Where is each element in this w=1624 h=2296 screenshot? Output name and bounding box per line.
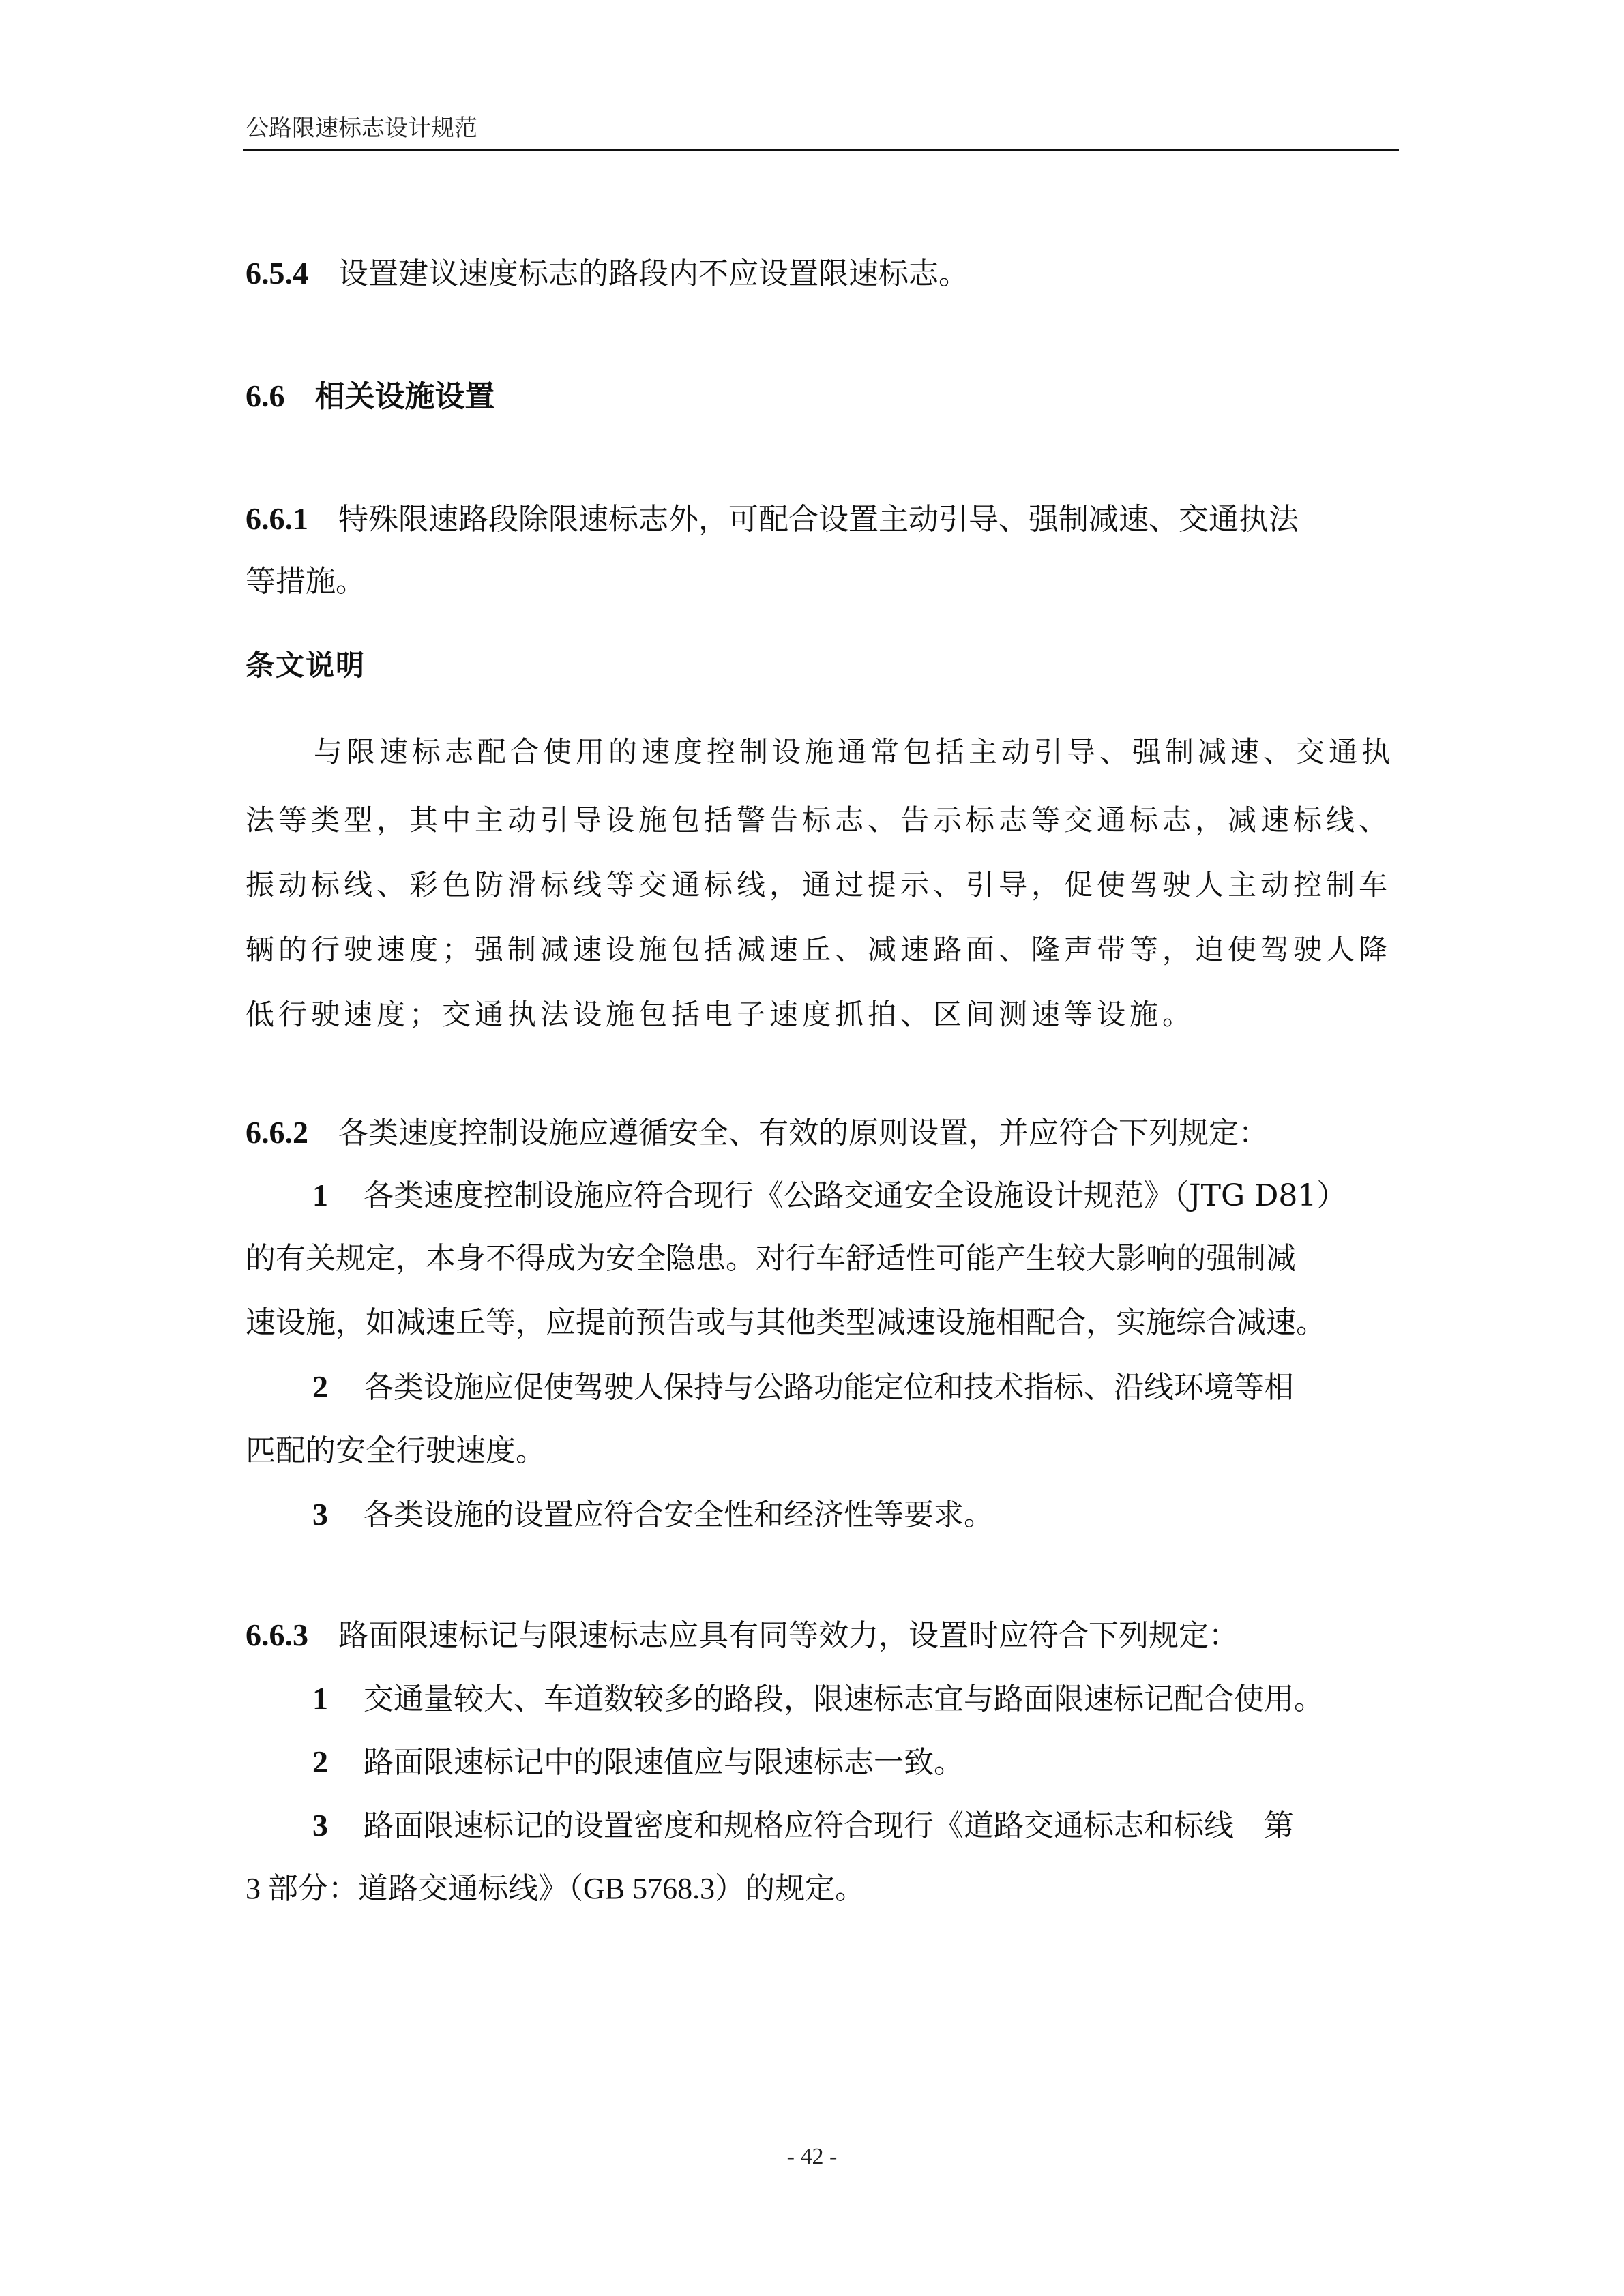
clause-text: 特殊限速路段除限速标志外，可配合设置主动引导、强制减速、交通执法 (338, 502, 1299, 537)
clause-text: 设置建议速度标志的路段内不应设置限速标志。 (338, 256, 969, 291)
clause-item (312, 1680, 1324, 1718)
clause-number: 6.6.3 (246, 1617, 308, 1652)
clause-item-cont: 速设施，如减速丘等，应提前预告或与其他类型减速设施相配合，实施综合减速。 (246, 1305, 1326, 1340)
clause-6-6-1-cont: 等措施。 (246, 564, 366, 599)
item-text: 各类设施应促使驾驶人保持与公路功能定位和技术指标、沿线环境等相 (364, 1370, 1294, 1405)
clause-item (312, 1495, 994, 1534)
clause-6-6-3 (246, 1616, 1239, 1655)
clause-item (312, 1743, 964, 1782)
clause-item-cont: 的有关规定，本身不得成为安全隐患。对行车舒适性可能产生较大影响的强制减 (246, 1241, 1296, 1276)
clause-number: 6.5.4 (246, 256, 308, 290)
item-number: 2 (312, 1744, 328, 1779)
item-number: 1 (312, 1178, 328, 1212)
item-number: 3 (312, 1808, 328, 1843)
clause-item-cont: 匹配的安全行驶速度。 (246, 1433, 546, 1468)
item-text: 路面限速标记的设置密度和规格应符合现行《道路交通标志和标线 第 (364, 1808, 1294, 1843)
clause-item (312, 1368, 1294, 1407)
item-number: 1 (312, 1681, 328, 1716)
item-number: 3 (312, 1497, 328, 1532)
clause-number: 6.6.1 (246, 501, 308, 536)
header-rule (243, 149, 1399, 151)
item-text: 路面限速标记中的限速值应与限速标志一致。 (364, 1745, 964, 1780)
commentary-line: 振动标线、彩色防滑标线等交通标线，通过提示、引导，促使驾驶人主动控制车 (246, 868, 1392, 901)
item-number: 2 (312, 1369, 328, 1404)
section-number: 6.6 (246, 378, 285, 413)
clause-text: 各类速度控制设施应遵循安全、有效的原则设置，并应符合下列规定： (338, 1116, 1269, 1150)
section-title: 相关设施设置 (314, 379, 495, 414)
clause-item-cont: 3 部分：道路交通标线》（GB 5768.3）的规定。 (246, 1872, 866, 1905)
page-number: - 42 - (786, 2144, 838, 2169)
commentary-line: 法等类型，其中主动引导设施包括警告标志、告示标志等交通标志，减速标线、 (246, 803, 1392, 837)
item-text: 各类速度控制设施应符合现行《公路交通安全设施设计规范》（JTG D81） (364, 1178, 1347, 1213)
item-text: 各类设施的设置应符合安全性和经济性等要求。 (364, 1497, 994, 1532)
running-header: 公路限速标志设计规范 (246, 115, 477, 142)
commentary-title: 条文说明 (246, 648, 366, 682)
clause-6-6-1 (246, 500, 1299, 539)
clause-item (312, 1176, 1346, 1215)
commentary-line: 低行驶速度；交通执法设施包括电子速度抓拍、区间测速等设施。 (246, 998, 1196, 1031)
clause-6-6-2 (246, 1114, 1269, 1152)
clause-number: 6.6.2 (246, 1115, 308, 1150)
clause-item (312, 1806, 1294, 1845)
commentary-line: 与限速标志配合使用的速度控制设施通常包括主动引导、强制减速、交通执 (314, 735, 1395, 769)
commentary-line: 辆的行驶速度；强制减速设施包括减速丘、减速路面、隆声带等，迫使驾驶人降 (246, 933, 1392, 966)
section-heading-6-6 (246, 377, 495, 416)
clause-6-5-4 (246, 254, 969, 293)
item-text: 交通量较大、车道数较多的路段，限速标志宜与路面限速标记配合使用。 (364, 1682, 1324, 1716)
clause-text: 路面限速标记与限速标志应具有同等效力，设置时应符合下列规定： (338, 1618, 1239, 1653)
